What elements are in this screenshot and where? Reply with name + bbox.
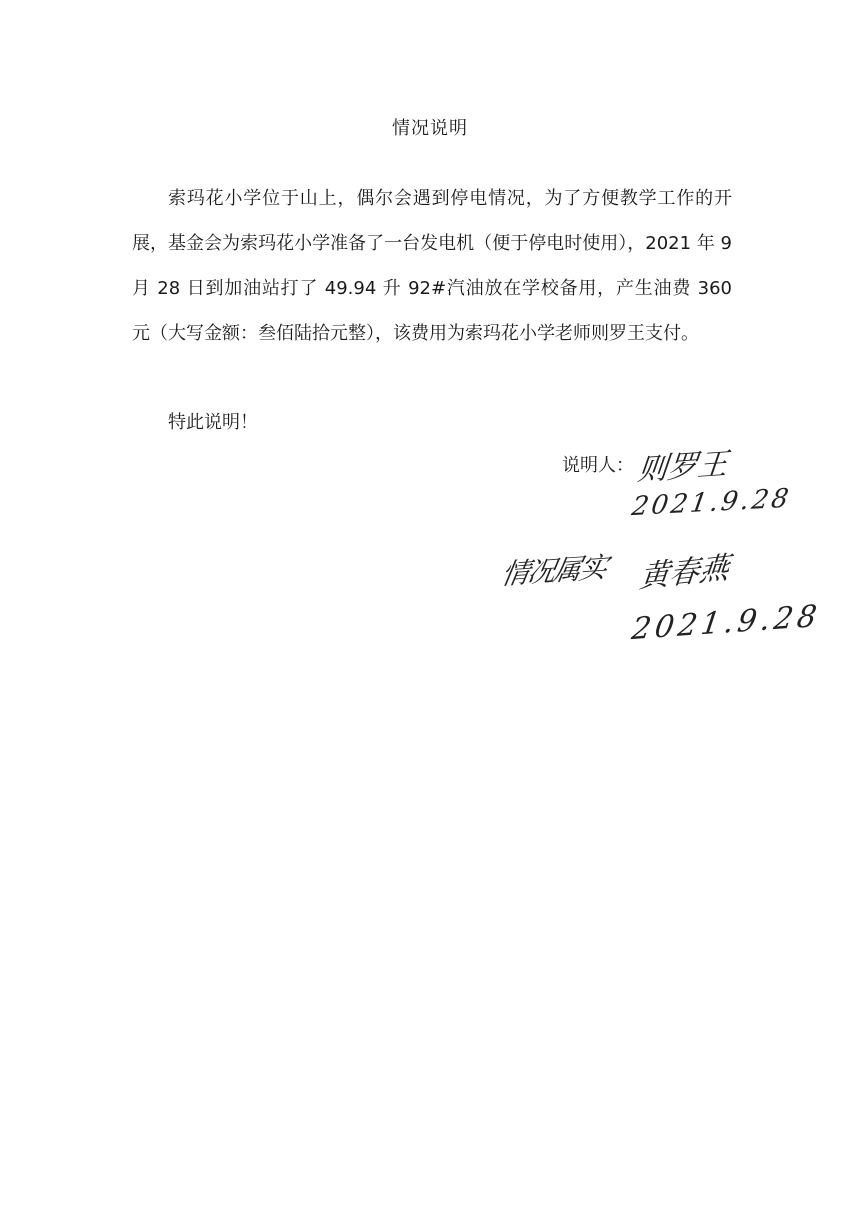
verifier-signature: 黄春燕 <box>637 550 732 596</box>
closing-statement: 特此说明！ <box>168 412 258 433</box>
signer-signature: 则罗王 <box>635 446 730 489</box>
body-paragraph: 索玛花小学位于山上，偶尔会遇到停电情况，为了方便教学工作的开展，基金会为索玛花小学准备了一台发电机（便于停电时使用），2021 年 9 月 28 日到加油站打了 49.94 升 92#汽油放在学校备用，产生油费 360 元（大写金额：叁佰陆拾元整），该费用为索玛花小学老师则罗王支付。 <box>132 188 732 344</box>
verifier-date: 2021.9.28 <box>629 598 823 648</box>
document-title: 情况说明 <box>392 118 468 139</box>
document-body <box>132 176 732 356</box>
signer-label: 说明人： <box>562 455 634 476</box>
signer-date: 2021.9.28 <box>629 483 794 523</box>
verifier-role-handwritten: 情况属实 <box>498 550 609 592</box>
